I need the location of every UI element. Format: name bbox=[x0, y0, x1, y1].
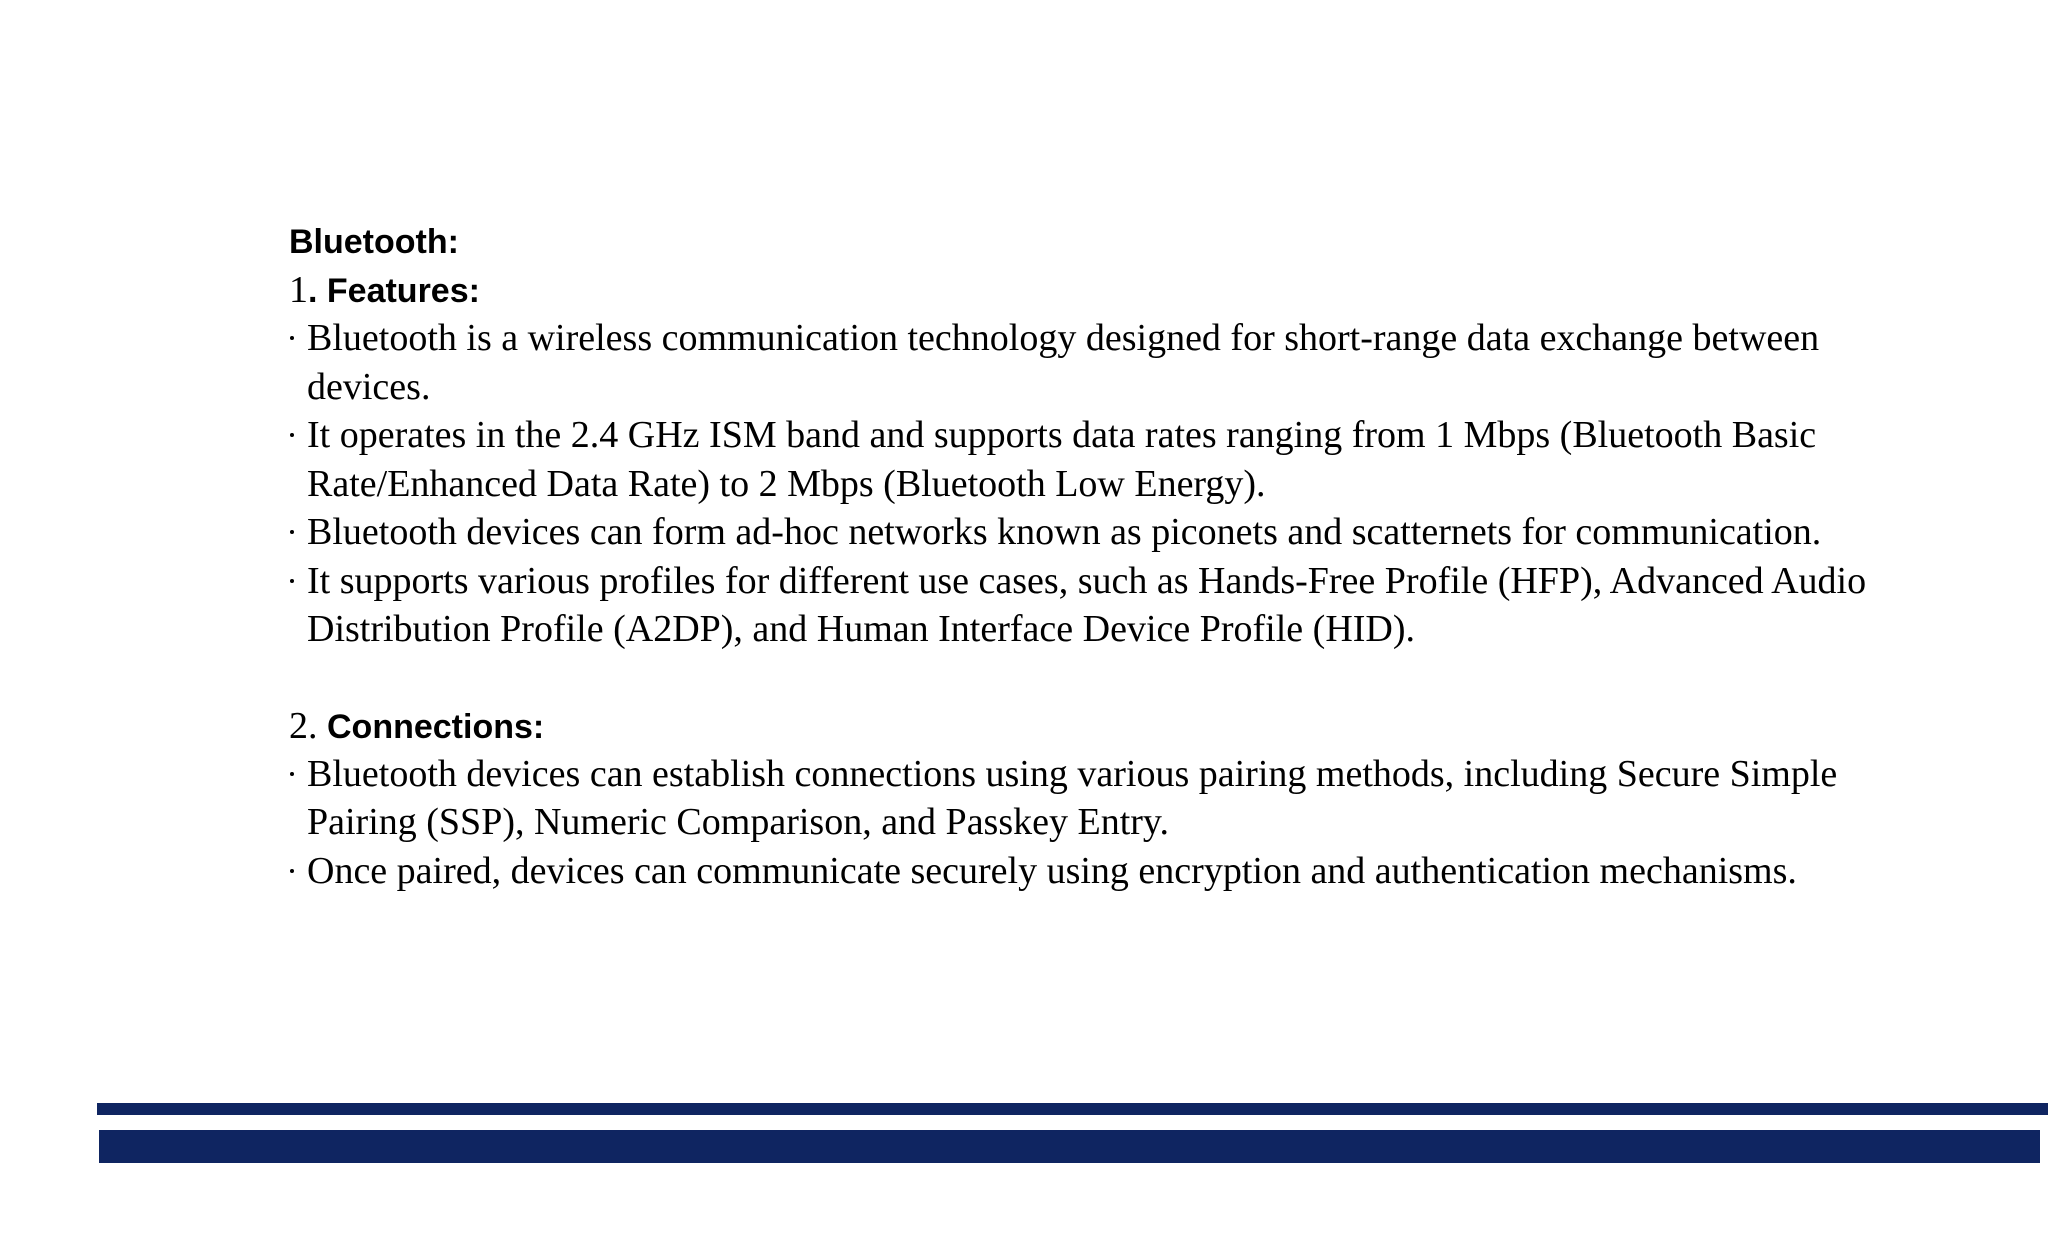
features-list bbox=[289, 314, 1869, 654]
footer-rule-thin bbox=[97, 1103, 2048, 1115]
footer-bar bbox=[99, 1130, 2040, 1163]
bullet-text: Once paired, devices can communicate securely using encryption and authentication mechanisms. bbox=[307, 849, 1797, 892]
list-item bbox=[289, 411, 1869, 508]
bullet-text: Bluetooth is a wireless communication technology designed for short-range data exchange between devices. bbox=[307, 317, 1820, 408]
bullet-icon bbox=[290, 869, 294, 873]
list-item bbox=[289, 508, 1869, 557]
section-heading-connections bbox=[289, 702, 1869, 750]
section-number: 2 bbox=[289, 704, 308, 747]
section-number: 1 bbox=[289, 269, 308, 311]
bullet-icon bbox=[290, 530, 294, 534]
bullet-text: Bluetooth devices can form ad-hoc networks known as piconets and scatternets for communication. bbox=[307, 511, 1822, 553]
section-separator: . bbox=[308, 704, 327, 747]
section-heading-features bbox=[289, 266, 1869, 314]
bullet-icon bbox=[290, 772, 294, 776]
list-item bbox=[289, 557, 1869, 654]
bullet-icon bbox=[290, 433, 294, 437]
page-title: Bluetooth: bbox=[289, 223, 459, 261]
list-item bbox=[289, 314, 1869, 411]
slide-content bbox=[289, 218, 1869, 895]
section-spacer bbox=[289, 654, 1869, 702]
section-title: Features: bbox=[317, 272, 480, 310]
bullet-text: Bluetooth devices can establish connections using various pairing methods, including Secure Simple Pairing (SSP), Numeric Comparison, and Passkey Entry. bbox=[307, 752, 1838, 843]
bullet-text: It supports various profiles for different use cases, such as Hands-Free Profile (HFP), Advanced Audio Distribution Profile (A2DP), and Human Interface Device Profile (HID). bbox=[307, 559, 1867, 650]
bullet-text: It operates in the 2.4 GHz ISM band and supports data rates ranging from 1 Mbps (Bluetooth Basic Rate/Enhanced Data Rate) to 2 Mbps (Bluetooth Low Energy). bbox=[307, 414, 1817, 505]
connections-list bbox=[289, 750, 1869, 896]
list-item bbox=[289, 847, 1869, 896]
list-item bbox=[289, 750, 1869, 847]
section-separator: . bbox=[308, 272, 318, 310]
section-title: Connections: bbox=[327, 707, 545, 746]
bullet-icon bbox=[290, 336, 294, 340]
bullet-icon bbox=[290, 579, 294, 583]
